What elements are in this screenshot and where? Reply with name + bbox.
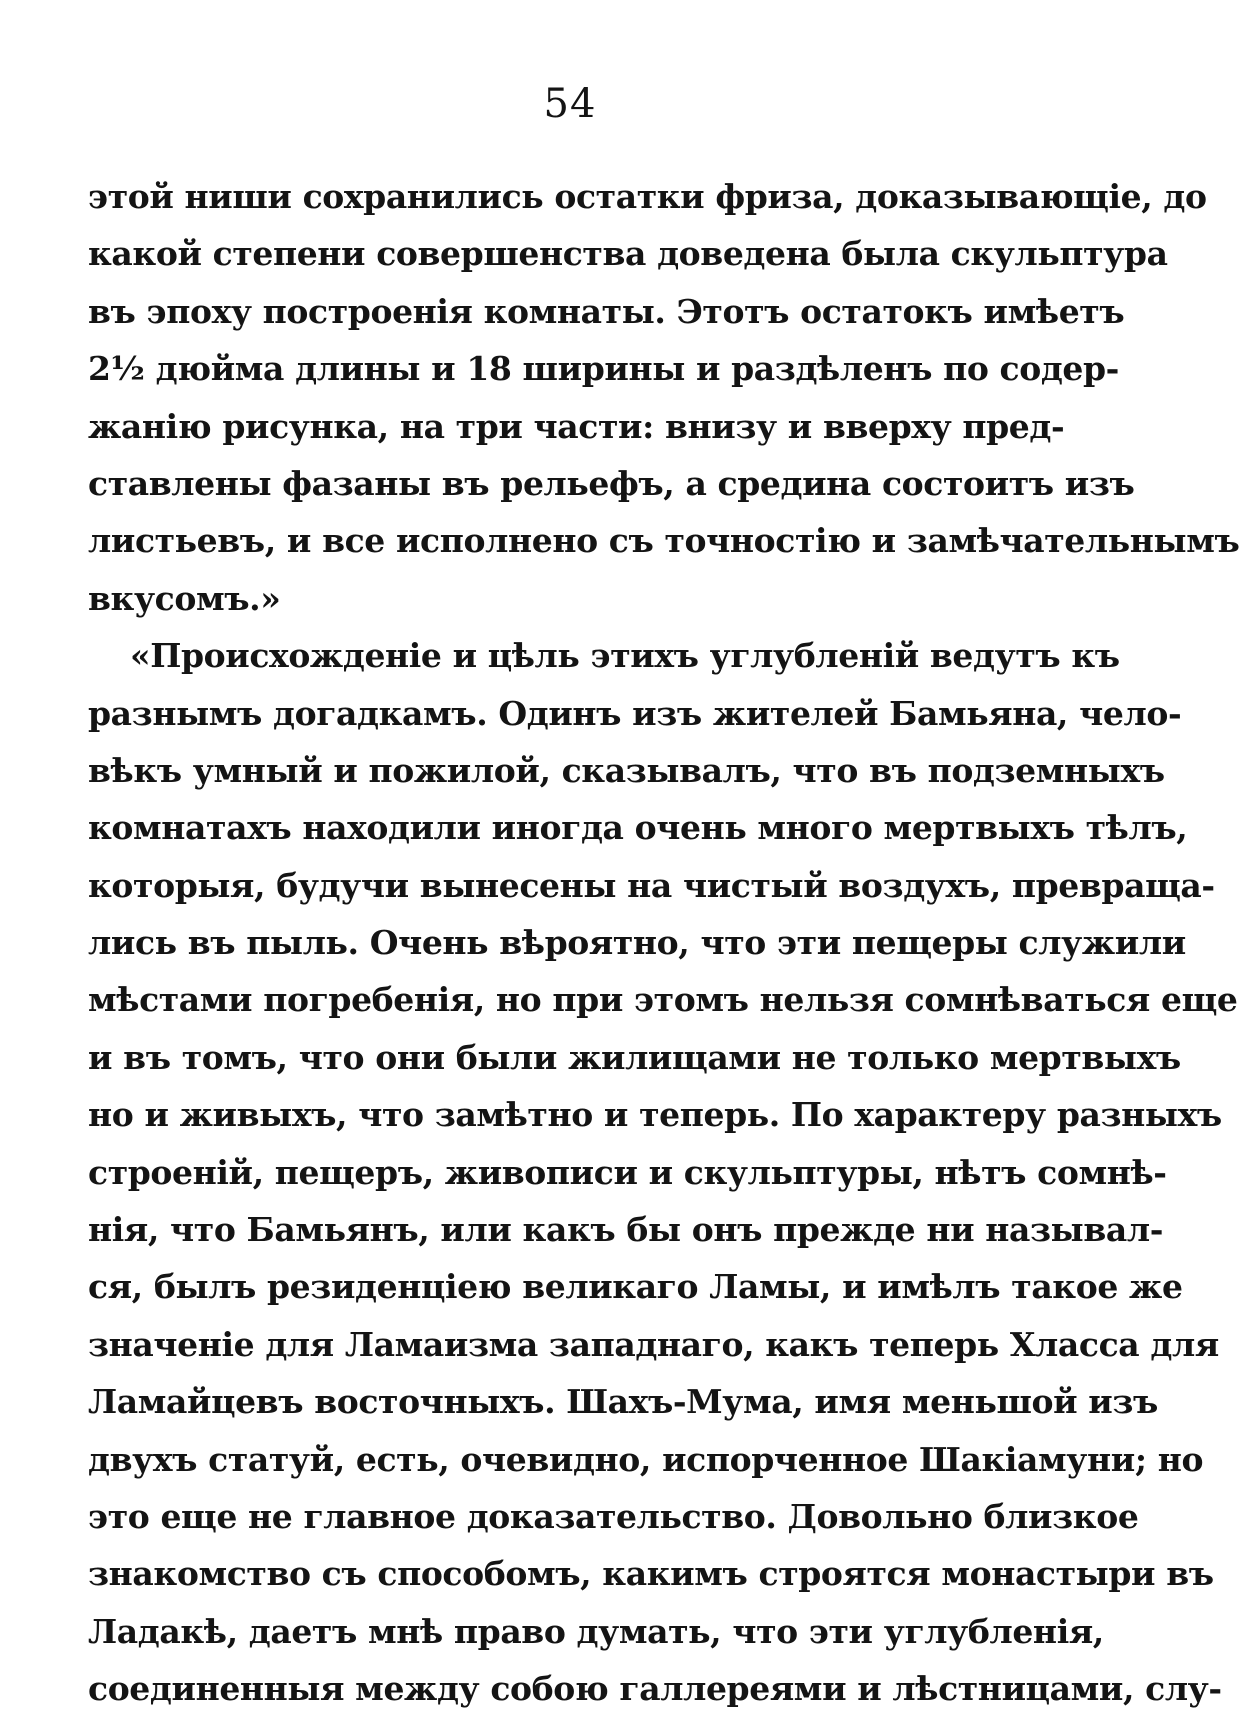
text-line-paragraph-end: вкусомъ.» <box>88 578 281 618</box>
body-text <box>88 168 1239 1718</box>
text-line: которыя, будучи вынесены на чистый воздухъ, превраща- <box>88 865 1215 905</box>
text-line: комнатахъ находили иногда очень много мертвыхъ тѣлъ, <box>88 808 1188 848</box>
text-line: лись въ пыль. Очень вѣроятно, что эти пещеры служили <box>88 923 1186 963</box>
text-line: Ладакѣ, даетъ мнѣ право думать, что эти углубленія, <box>88 1611 1104 1651</box>
text-line: мѣстами погребенія, но при этомъ нельзя сомнѣваться еще <box>88 980 1238 1020</box>
text-line: Ламайцевъ восточныхъ. Шахъ-Мума, имя меньшой изъ <box>88 1382 1158 1422</box>
text-line: листьевъ, и все исполнено съ точностію и замѣчательнымъ <box>88 521 1239 561</box>
text-line-paragraph-start: «Происхожденіе и цѣль этихъ углубленій ведутъ къ <box>130 636 1120 676</box>
text-line: строеній, пещеръ, живописи и скульптуры, нѣтъ сомнѣ- <box>88 1152 1167 1192</box>
text-line: знакомство съ способомъ, какимъ строятся монастыри въ <box>88 1554 1214 1594</box>
text-line: разнымъ догадкамъ. Одинъ изъ жителей Бамьяна, чело- <box>88 693 1182 733</box>
text-line: 2½ дюйма длины и 18 ширины и раздѣленъ по содер- <box>88 349 1119 389</box>
text-line: значеніе для Ламаизма западнаго, какъ теперь Хласса для <box>88 1324 1219 1364</box>
text-line: двухъ статуй, есть, очевидно, испорченное Шакіамуни; но <box>88 1439 1204 1479</box>
text-line: но и живыхъ, что замѣтно и теперь. По характеру разныхъ <box>88 1095 1222 1135</box>
text-line: это еще не главное доказательство. Довольно близкое <box>88 1496 1139 1536</box>
text-line: ставлены фазаны въ рельефъ, а средина состоитъ изъ <box>88 463 1135 503</box>
text-line: нія, что Бамьянъ, или какъ бы онъ прежде ни называл- <box>88 1210 1164 1250</box>
text-line: этой ниши сохранились остатки фриза, доказывающіе, до <box>88 177 1207 216</box>
text-line: жанію рисунка, на три части: внизу и вверху пред- <box>88 406 1065 446</box>
text-line: вѣкъ умный и пожилой, сказывалъ, что въ подземныхъ <box>88 750 1165 790</box>
text-line: и въ томъ, что они были жилищами не только мертвыхъ <box>88 1037 1181 1077</box>
text-line: соединенныя между собою галлереями и лѣстницами, слу- <box>88 1669 1222 1709</box>
text-line: какой степени совершенства доведена была скульптура <box>88 234 1168 274</box>
text-line: ся, былъ резиденціею великаго Ламы, и имѣлъ такое же <box>88 1267 1183 1307</box>
text-line: въ эпоху построенія комнаты. Этотъ остатокъ имѣетъ <box>88 291 1125 331</box>
page-number: 54 <box>543 81 597 127</box>
